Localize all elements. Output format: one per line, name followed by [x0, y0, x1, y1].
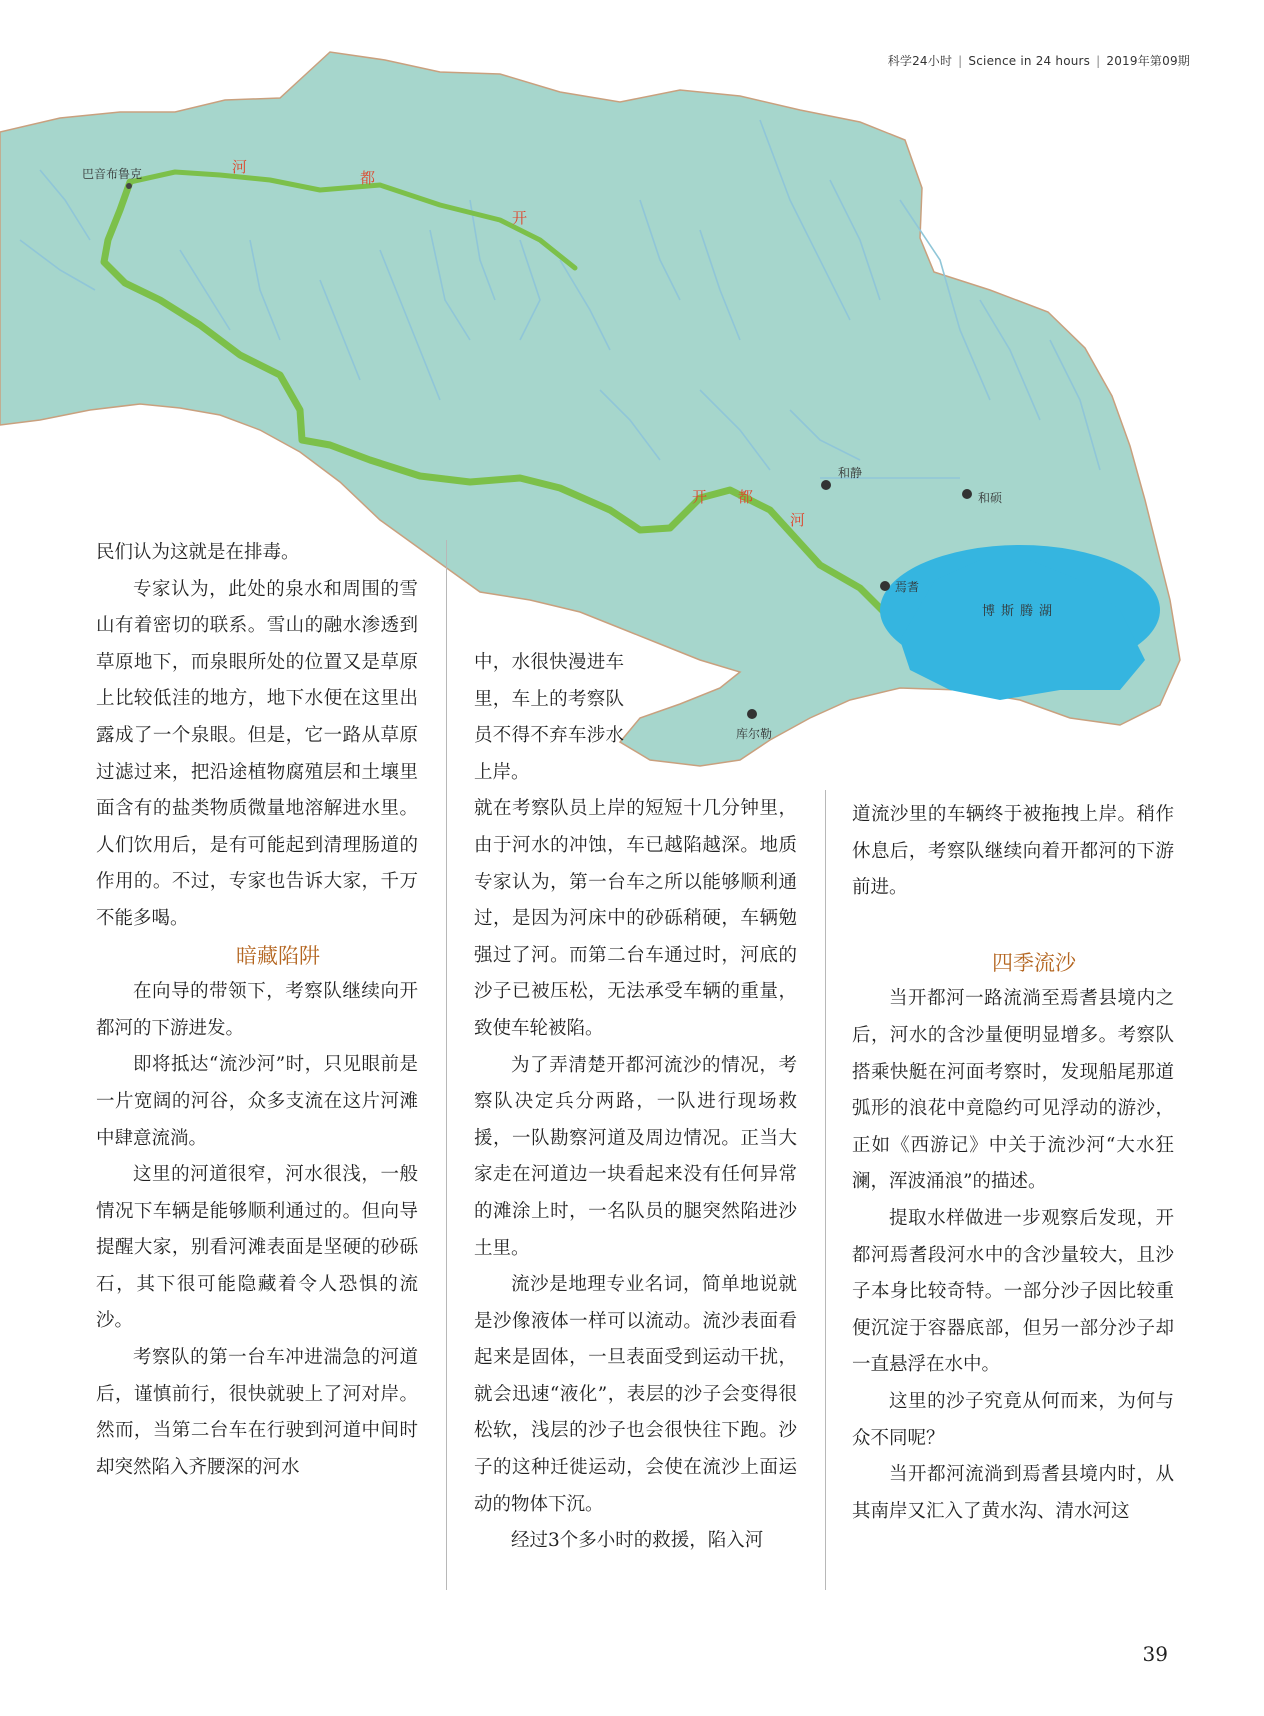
- paragraph: 中，水很快漫进车里，车上的考察队员不得不弃车涉水上岸。: [474, 652, 624, 783]
- magazine-name-cn: 科学24小时: [887, 54, 953, 68]
- label-river-lower-2: 都: [738, 488, 754, 506]
- label-bosten-lake: 博斯腾湖: [982, 604, 1059, 619]
- paragraph: 为了弄清楚开都河流沙的情况，考察队决定兵分两路，一队进行现场救援，一队勘察河道及周边情况。正当大家走在河道边一块看起来没有任何异常的滩涂上时，一名队员的腿突然陷进沙土里。: [474, 1054, 797, 1259]
- paragraph: 这里的河道很窄，河水很浅，一般情况下车辆是能够顺利通过的。但向导提醒大家，别看河滩表面是坚硬的砂砾石，其下很可能隐藏着令人恐惧的流沙。: [96, 1164, 418, 1332]
- label-river-upper-1: 河: [232, 158, 248, 176]
- label-korla: 库尔勒: [736, 727, 773, 741]
- paragraph: 当开都河一路流淌至焉耆县境内之后，河水的含沙量便明显增多。考察队搭乘快艇在河面考察时，发现船尾那道弧形的浪花中竟隐约可见浮动的游沙，正如《西游记》中关于流沙河“大水狂澜，浑波涌浪”的描述。: [852, 988, 1174, 1193]
- header-separator: |: [1096, 54, 1101, 68]
- paragraph: 当开都河流淌到焉耆县境内时，从其南岸又汇入了黄水沟、清水河这: [852, 1464, 1174, 1522]
- town-marker: [880, 581, 890, 591]
- paragraph: 专家认为，此处的泉水和周围的雪山有着密切的联系。雪山的融水渗透到草原地下，而泉眼所处的位置又是草原上比较低洼的地方，地下水便在这里出露成了一个泉眼。但是，它一路从草原过滤过来，把沿途植物腐殖层和土壤里面含有的盐类物质微量地溶解进水里。人们饮用后，是有可能起到清理肠道的作用的。不过，专家也告诉大家，千万不能多喝。: [96, 578, 418, 929]
- page-number: 39: [1142, 1642, 1168, 1666]
- magazine-name-en: Science in 24 hours: [968, 54, 1091, 68]
- paragraph: 提取水样做进一步观察后发现，开都河焉耆段河水中的含沙量较大，且沙子本身比较奇特。一部分沙子因比较重便沉淀于容器底部，但另一部分沙子却一直悬浮在水中。: [852, 1207, 1174, 1376]
- label-river-upper-2: 都: [360, 169, 376, 187]
- paragraph: 考察队的第一台车冲进湍急的河道后，谨慎前行，很快就驶上了河对岸。然而，当第二台车在行驶到河道中间时却突然陷入齐腰深的河水: [96, 1347, 418, 1478]
- paragraph: 即将抵达“流沙河”时，只见眼前是一片宽阔的河谷，众多支流在这片河滩中肆意流淌。: [96, 1054, 418, 1149]
- paragraph: 流沙是地理专业名词，简单地说就是沙像液体一样可以流动。流沙表面看起来是固体，一旦表面受到运动干扰，就会迅速“液化”，表层的沙子会变得很松软，浅层的沙子也会很快往下跑。沙子的这种迁徙运动，会使在流沙上面运动的物体下沉。: [474, 1274, 797, 1515]
- text-column-3: [852, 797, 1174, 1530]
- column-divider: [825, 790, 826, 1590]
- section-title-hidden-trap: 暗藏陷阱: [236, 943, 320, 968]
- label-hejing: 和静: [838, 466, 863, 480]
- paragraph: 经过3个多小时的救援，陷入河: [511, 1530, 764, 1552]
- column-divider: [446, 540, 447, 1590]
- town-marker: [126, 183, 132, 189]
- label-bayinbuluke: 巴音布鲁克: [82, 167, 143, 181]
- section-title-four-seasons: 四季流沙: [992, 950, 1076, 975]
- paragraph: 就在考察队员上岸的短短十几分钟里，由于河水的冲蚀，车已越陷越深。地质专家认为，第一台车之所以能够顺利通过，是因为河床中的砂砾稍硬，车辆勉强过了河。而第二台车通过时，河底的沙子已被压松，无法承受车辆的重量，致使车轮被陷。: [474, 798, 797, 1039]
- paragraph: 在向导的带领下，考察队继续向开都河的下游进发。: [96, 981, 418, 1039]
- header-separator: |: [958, 54, 963, 68]
- label-river-lower-3: 河: [790, 511, 806, 529]
- text-column-2: [474, 645, 797, 1560]
- label-yanqi: 焉耆: [895, 580, 920, 594]
- town-marker: [821, 480, 831, 490]
- label-river-upper-3: 开: [512, 209, 528, 227]
- paragraph: 这里的沙子究竟从何而来，为何与众不同呢？: [852, 1390, 1174, 1449]
- paragraph: 道流沙里的车辆终于被拖拽上岸。稍作休息后，考察队继续向着开都河的下游前进。: [852, 804, 1174, 899]
- town-marker: [962, 489, 972, 499]
- label-river-lower-1: 开: [692, 488, 708, 506]
- paragraph: 民们认为这就是在排毒。: [96, 542, 300, 563]
- text-column-1: [96, 535, 418, 1486]
- issue-label: 2019年第09期: [1106, 54, 1190, 68]
- label-heshuo: 和硕: [978, 491, 1003, 505]
